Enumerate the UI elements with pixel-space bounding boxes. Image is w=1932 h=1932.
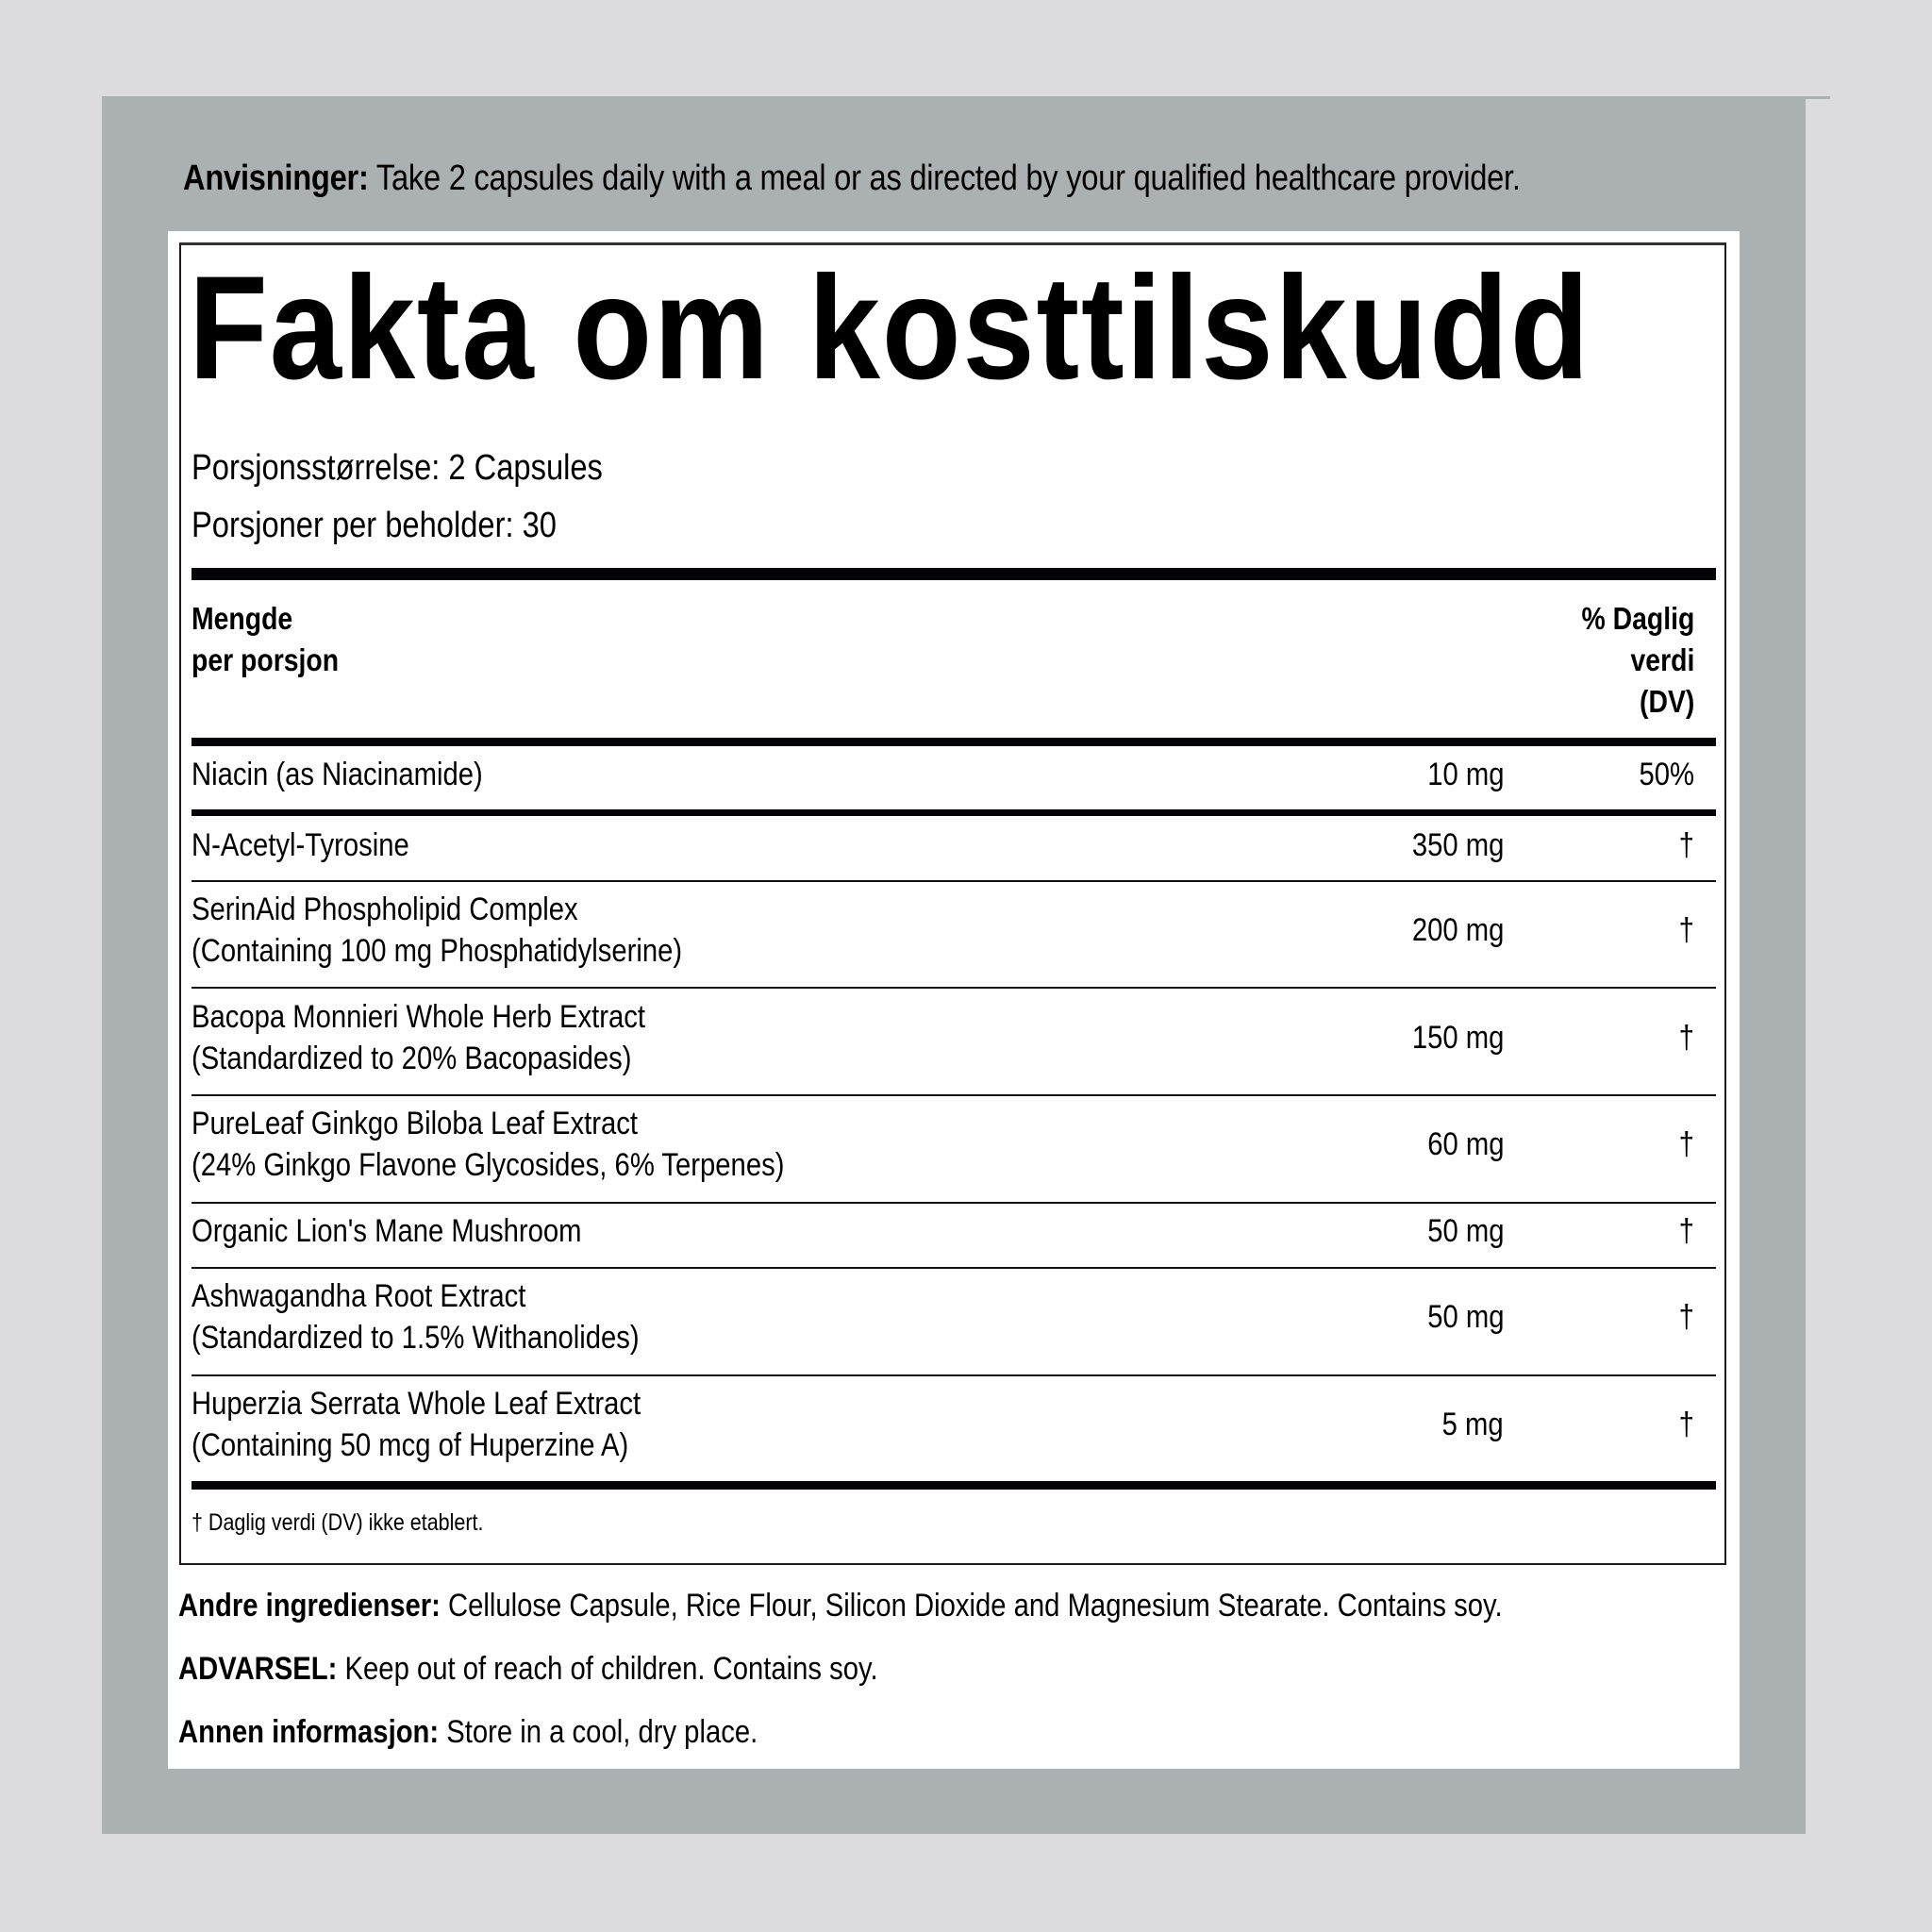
directions-text <box>183 158 1521 199</box>
other-information <box>178 1714 758 1751</box>
nutrient-name: PureLeaf Ginkgo Biloba Leaf Extract <box>192 1106 638 1141</box>
nutrient-subtext: (Containing 50 mcg of Huperzine A) <box>192 1427 629 1463</box>
divider-thin <box>192 1374 1716 1376</box>
nutrient-amount: 350 mg <box>1411 827 1504 863</box>
header-dv-line3: (DV) <box>1639 684 1694 719</box>
nutrient-amount: 50 mg <box>1426 1299 1504 1335</box>
nutrient-subtext: (24% Ginkgo Flavone Glycosides, 6% Terpenes) <box>192 1147 785 1183</box>
nutrient-name: Huperzia Serrata Whole Leaf Extract <box>192 1386 641 1422</box>
nutrient-name: SerinAid Phospholipid Complex <box>192 891 578 927</box>
nutrient-amount: 200 mg <box>1411 912 1504 948</box>
divider-thick <box>192 738 1716 746</box>
divider-thin <box>192 1094 1716 1096</box>
nutrient-dv: † <box>1678 1213 1694 1249</box>
divider-thick <box>192 568 1716 580</box>
other-ingredients-text: Cellulose Capsule, Rice Flour, Silicon Dioxide and Magnesium Stearate. Contains soy. <box>440 1588 1503 1624</box>
servings-per-container: Porsjoner per beholder: 30 <box>192 506 557 545</box>
nutrient-amount: 5 mg <box>1441 1407 1504 1442</box>
nutrient-dv: † <box>1678 1126 1694 1162</box>
daily-value-header <box>1581 598 1694 723</box>
nutrient-subtext: (Standardized to 1.5% Withanolides) <box>192 1320 640 1356</box>
nutrient-name: Ashwagandha Root Extract <box>192 1278 526 1314</box>
divider-thin <box>192 1202 1716 1204</box>
nutrient-subtext: (Standardized to 20% Bacopasides) <box>192 1041 632 1076</box>
panel-edge <box>1806 96 1830 99</box>
nutrient-name: Niacin (as Niacinamide) <box>192 757 483 792</box>
nutrient-name: Bacopa Monnieri Whole Herb Extract <box>192 999 646 1035</box>
nutrient-dv: 50% <box>1639 757 1694 792</box>
nutrient-dv: † <box>1678 1299 1694 1335</box>
nutrient-dv: † <box>1678 1407 1694 1442</box>
other-info-text: Store in a cool, dry place. <box>439 1714 758 1750</box>
divider-thin <box>192 1267 1716 1269</box>
facts-title: Fakta om kosttilskudd <box>189 246 1591 410</box>
serving-size: Porsjonsstørrelse: 2 Capsules <box>192 448 603 488</box>
divider-medium <box>192 809 1716 816</box>
nutrient-name: Organic Lion's Mane Mushroom <box>192 1213 582 1249</box>
warning-text: Keep out of reach of children. Contains soy. <box>337 1651 878 1687</box>
header-dv-line2: verdi <box>1630 642 1694 677</box>
nutrient-dv: † <box>1678 827 1694 863</box>
dv-footnote: † Daglig verdi (DV) ikke etablert. <box>192 1509 484 1536</box>
amount-per-serving-header <box>192 598 339 681</box>
divider-thick <box>192 1481 1716 1490</box>
header-amount-line1: Mengde <box>192 601 293 636</box>
warning <box>178 1651 878 1688</box>
nutrient-dv: † <box>1678 912 1694 948</box>
divider-thin <box>192 987 1716 989</box>
directions-body: Take 2 capsules daily with a meal or as directed by your qualified healthcare provider. <box>368 158 1521 198</box>
nutrient-amount: 60 mg <box>1426 1126 1504 1162</box>
nutrient-subtext: (Containing 100 mg Phosphatidylserine) <box>192 933 683 969</box>
nutrient-dv: † <box>1678 1020 1694 1056</box>
nutrient-amount: 10 mg <box>1426 757 1504 792</box>
other-info-label: Annen informasjon: <box>178 1714 440 1750</box>
nutrient-amount: 150 mg <box>1411 1020 1504 1056</box>
warning-label: ADVARSEL: <box>178 1651 338 1687</box>
header-amount-line2: per porsjon <box>192 642 340 677</box>
directions-label: Anvisninger: <box>183 158 369 198</box>
nutrient-amount: 50 mg <box>1426 1213 1504 1249</box>
divider-thin <box>192 880 1716 882</box>
header-dv-line1: % Daglig <box>1581 601 1694 636</box>
other-ingredients-label: Andre ingredienser: <box>178 1588 441 1624</box>
other-ingredients <box>178 1588 1503 1624</box>
nutrient-name: N-Acetyl-Tyrosine <box>192 827 409 863</box>
